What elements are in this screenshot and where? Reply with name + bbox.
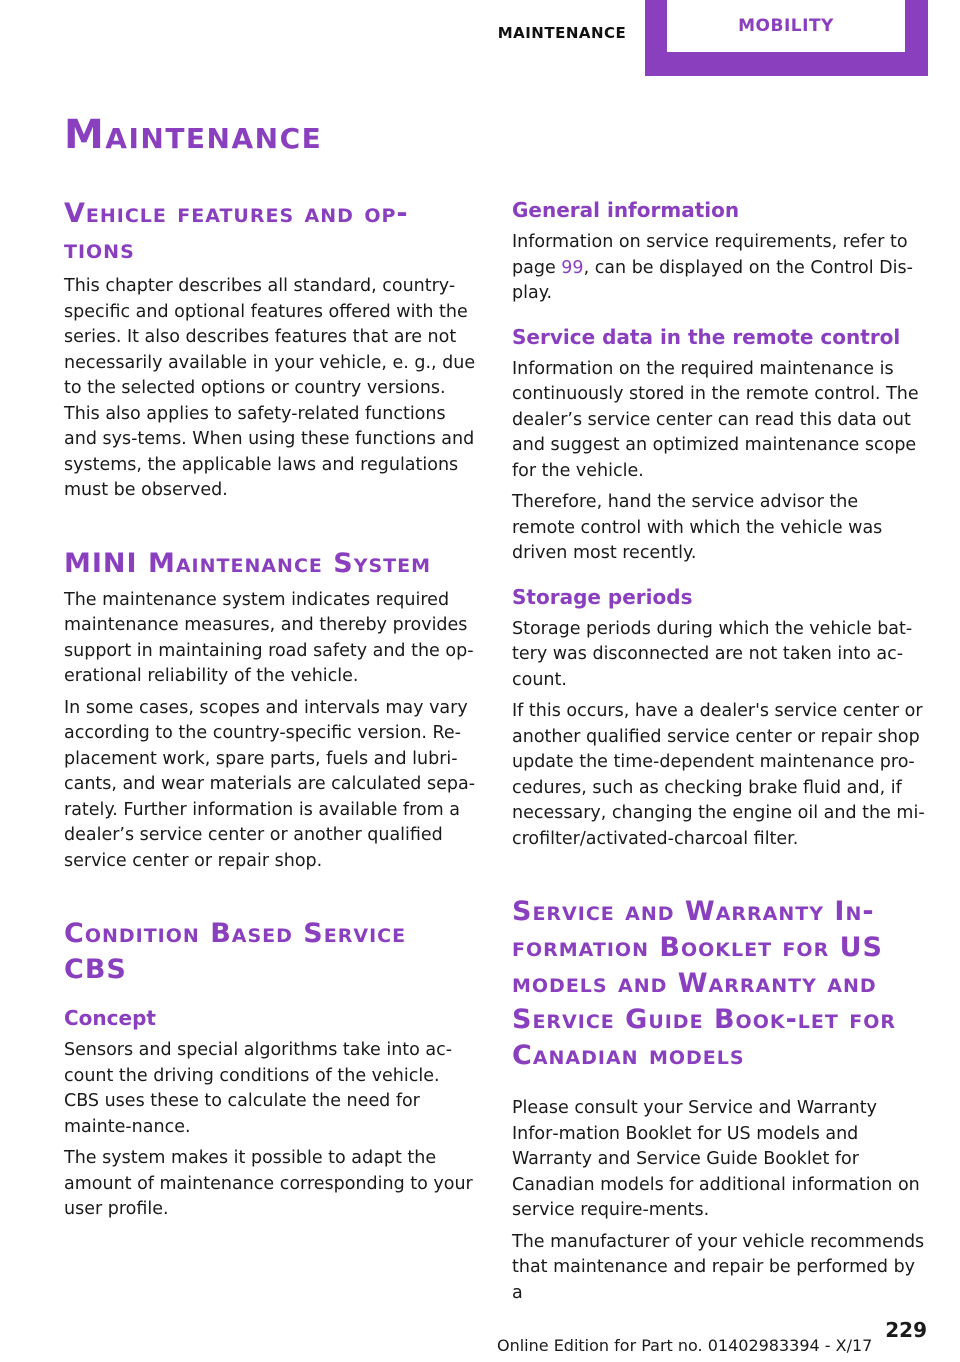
paragraph: The maintenance system indicates required maintenance measures, and thereby provides support in maintaining road safety and the op‐erational reliability of the vehicle. <box>64 589 474 686</box>
paragraph: The system makes it possible to adapt the amount of maintenance corresponding to your user profile. <box>64 1148 473 1219</box>
paragraph: Sensors and special algorithms take into ac‐count the driving conditions of the vehicle. CBS uses these to calculate the need for mainte‐nance. <box>64 1040 453 1137</box>
section-tab-maintenance: MAINTENANCE <box>497 24 627 42</box>
section-title-warranty-booklet: Service and Warranty In‐formation Booklet for US models and Warranty and Service Guide Book‐let for Canadian models <box>512 896 896 1071</box>
page-number: 229 <box>885 1318 927 1342</box>
section-title-vehicle-features: Vehicle features and op‐ tions <box>64 198 409 265</box>
paragraph: Storage periods during which the vehicle bat‐tery was disconnected are not taken into ac‐count. <box>512 618 913 690</box>
subsection-title-remote-control: Service data in the remote control <box>512 324 901 349</box>
paragraph: In some cases, scopes and intervals may vary according to the country-specific version. Re‐placement work, spare parts, fuels and lubri‐cants, and wear materials are calculated sepa‐rately. Further information is available from a dealer’s service center or another qualified service center or repair shop. <box>64 697 476 871</box>
paragraph: If this occurs, have a dealer's service center or another qualified service center or repair shop update the time-dependent maintenance pro‐cedures, such as checking brake fluid and, if necessary, changing the engine oil and the mi‐crofilter/activated-charcoal filter. <box>512 701 925 849</box>
paragraph: Please consult your Service and Warranty Infor‐mation Booklet for US models and Warranty and Service Guide Booklet for Canadian models for additional information on service require‐ments. <box>512 1098 920 1220</box>
subsection-title-general-information: General information <box>512 198 740 222</box>
subsection-title-storage-periods: Storage periods <box>512 584 693 609</box>
paragraph-text: , can be displayed on the Control Dis‐play. <box>512 257 913 303</box>
page-header <box>0 0 960 78</box>
footer-edition: Online Edition for Part no. 01402983394 - X/17 <box>497 1336 873 1355</box>
section-title-maintenance-system: MINI Maintenance System <box>64 547 432 579</box>
paragraph <box>512 230 926 307</box>
subsection-title-concept: Concept <box>64 1006 156 1030</box>
right-column <box>512 196 926 1306</box>
left-column <box>64 196 478 1223</box>
chapter-tab-mobility <box>645 0 928 76</box>
page-title: Maintenance <box>64 112 323 158</box>
paragraph-text: Information on service requirements, refer to page <box>512 232 908 278</box>
page-reference-link[interactable]: 99 <box>561 257 584 278</box>
paragraph: The manufacturer of your vehicle recommends that maintenance and repair be performed by a <box>512 1231 925 1303</box>
section-title-cbs: Condition Based Service CBS <box>64 918 407 985</box>
paragraph: Therefore, hand the service advisor the remote control with which the vehicle was driven most recently. <box>512 492 883 563</box>
paragraph: This chapter describes all standard, country-specific and optional features offered with the series. It also describes features that are not necessarily available in your vehicle, e. g., due to the selected options or country versions. This also applies to safety-related functions and sys‐tems. When using these functions and systems, the applicable laws and regulations must be observed. <box>64 276 476 500</box>
paragraph: Information on the required maintenance is continuously stored in the remote control. The dealer’s service center can read this data out and suggest an optimized maintenance scope for the vehicle. <box>512 358 919 481</box>
chapter-tab-label: MOBILITY <box>667 0 905 52</box>
